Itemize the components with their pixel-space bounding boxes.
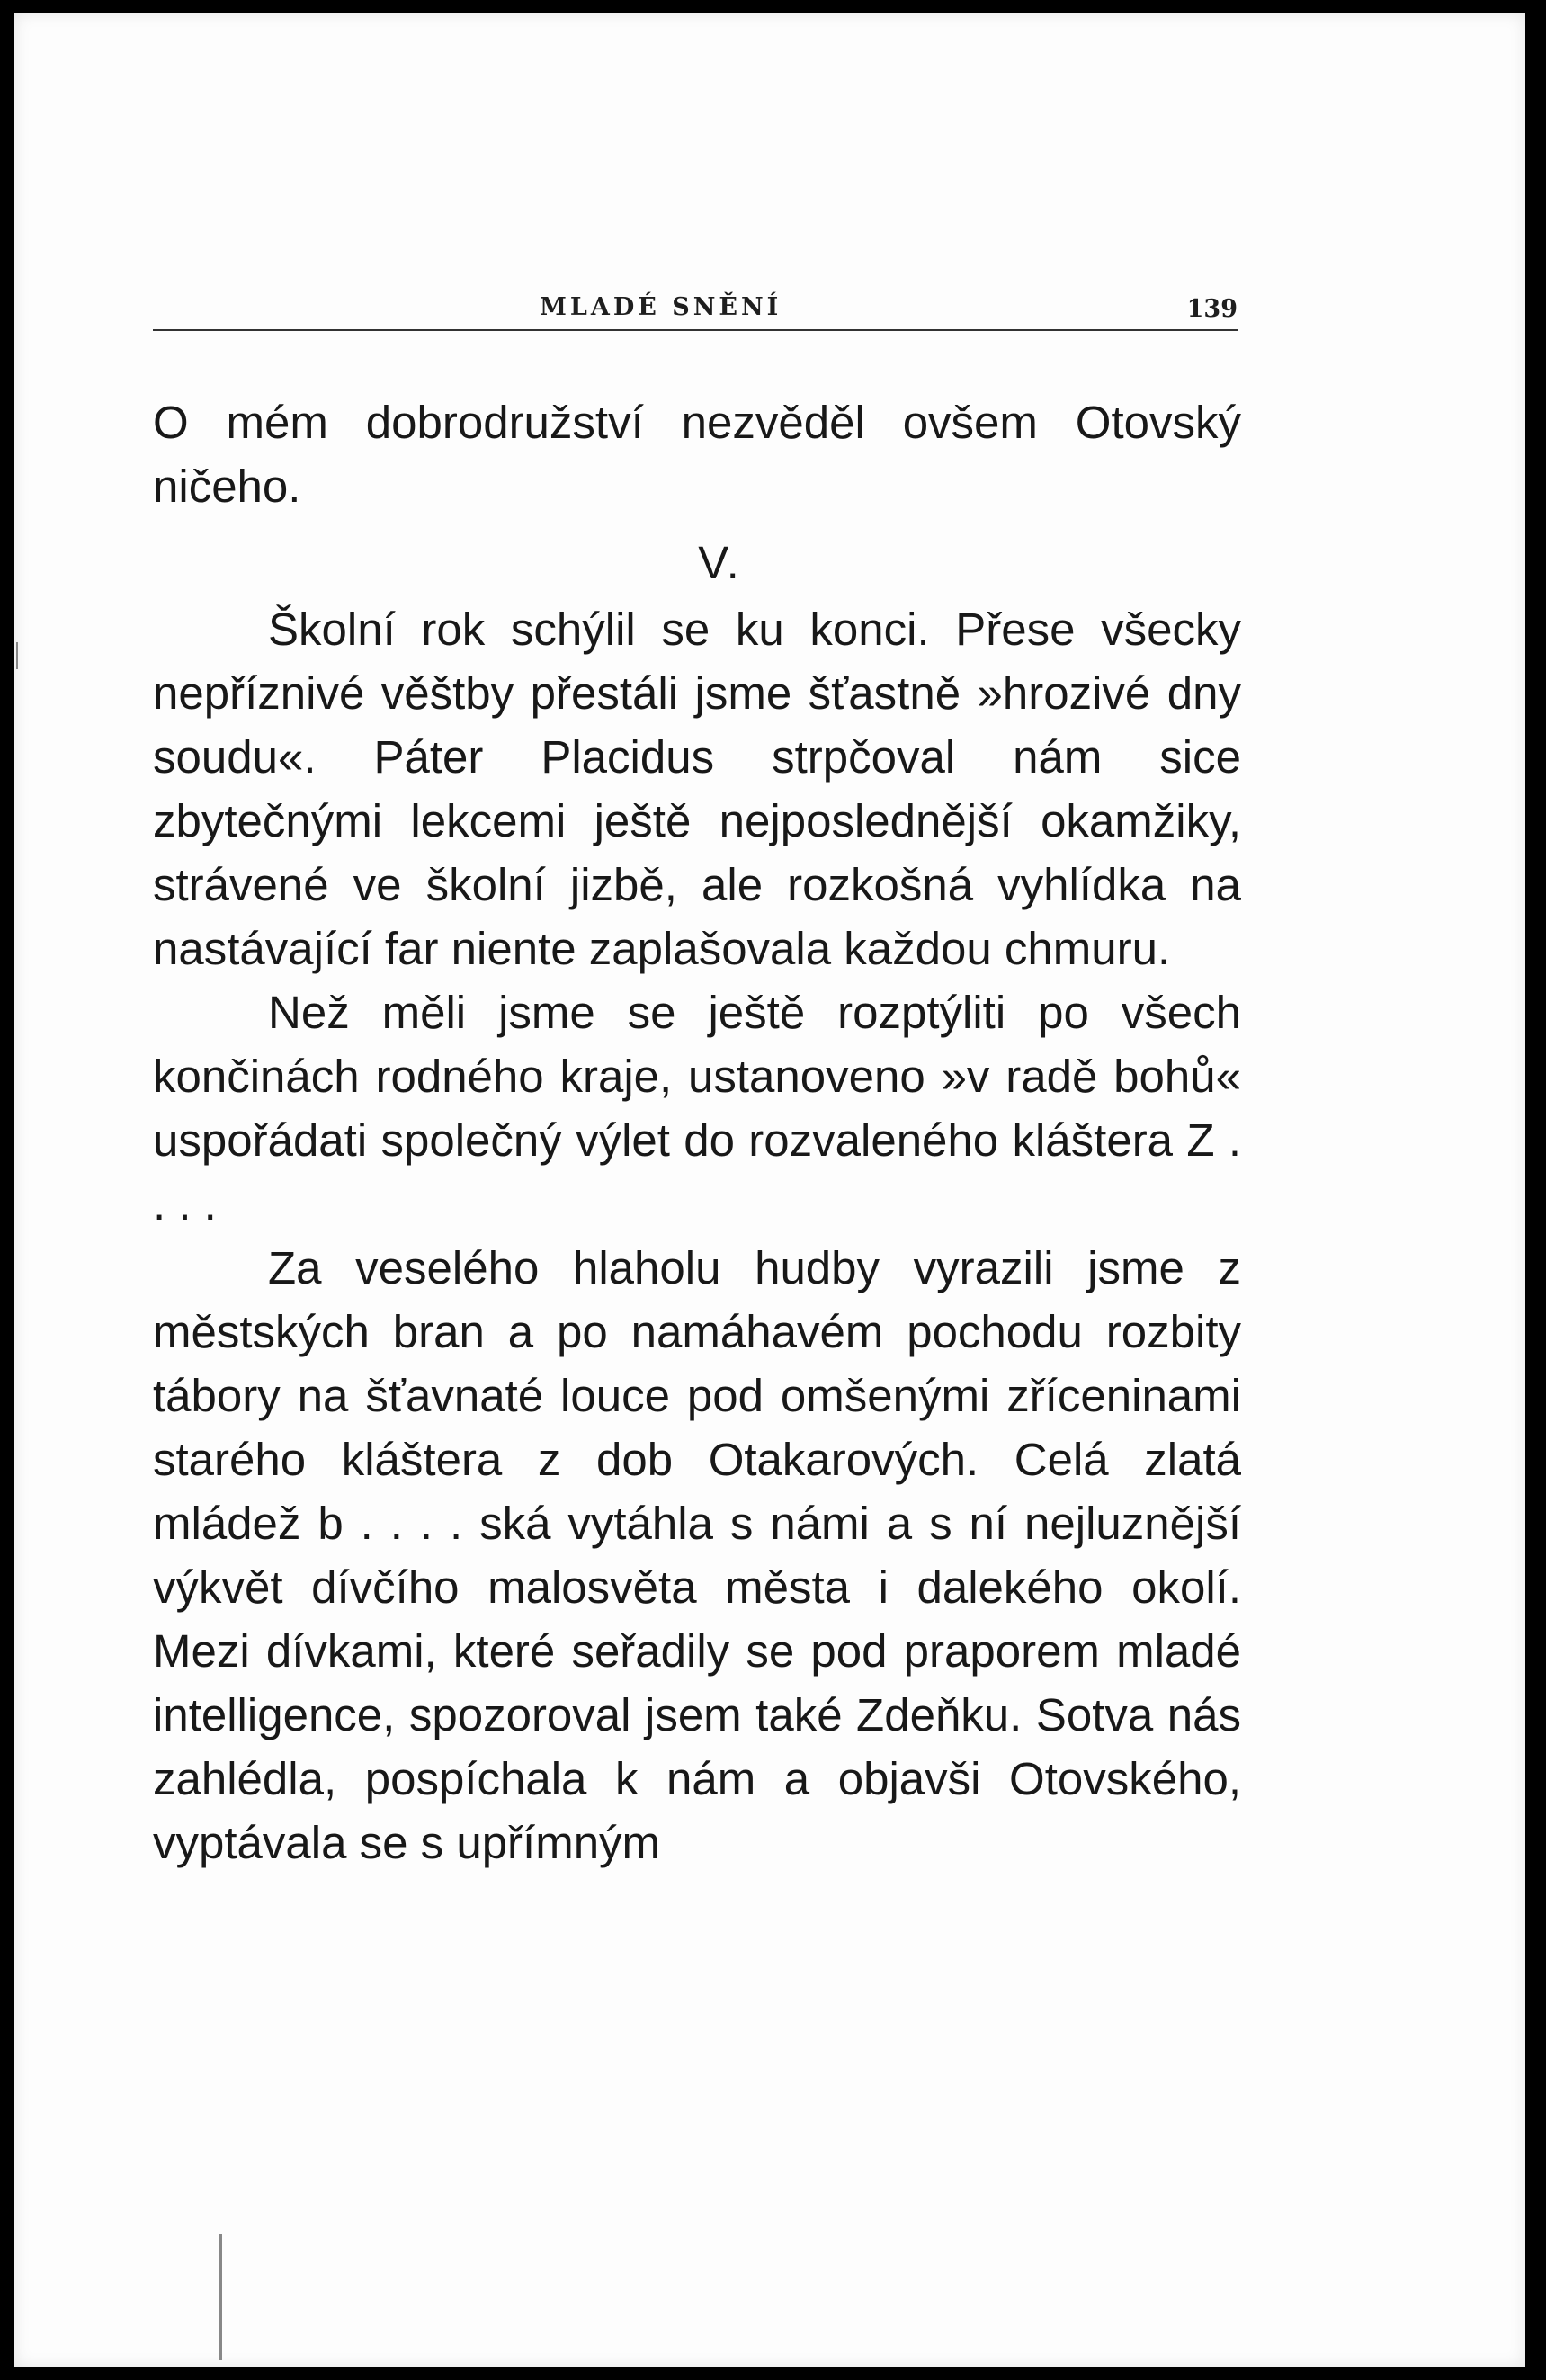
scan-artifact-line [16,642,18,669]
running-title: MLADÉ SNĚNÍ [540,293,782,321]
page-number: 139 [1186,295,1238,323]
paragraph: Školní rok schýlil se ku konci. Přese všecky nepříznivé věštby přestáli jsme šťastně »hrozivé dny soudu«. Páter Placidus strpčoval nám sice zbytečnými lekcemi ještě nejposlednější okamžiky, strávené ve školní jizbě, ale rozkošná vyhlídka na nastávající far niente zaplašovala každou chmuru. [153,604,1241,974]
opening-paragraph: O mém dobrodružství nezvěděl ovšem Otovský ničeho. [153,397,1241,512]
paragraph: Za veselého hlaholu hudby vyrazili jsme z městských bran a po namáhavém pochodu rozbity tábory na šťavnaté louce pod omšenými zříceninami starého kláštera z dob Otakarových. Celá zlatá mládež b . . . . ská vytáhla s námi a s ní nejluznější výkvět dívčího malosvěta města i dalekého okolí. Mezi dívkami, které seřadily se pod praporem mladé intelligence, spozoroval jsem také Zdeňku. Sotva nás zahlédla, pospíchala k nám a objavši Otovského, vyptávala se s upřímným [153,1242,1241,1868]
chapter-heading: V. [698,537,741,588]
paragraph: Než měli jsme se ještě rozptýliti po všech končinách rodného kraje, ustanoveno »v radě bohů« uspořádati společný výlet do rozvaleného kláštera Z . . . . [153,987,1241,1230]
running-header [153,275,1238,331]
book-page [14,13,1525,2367]
scan-artifact-line [219,2234,222,2360]
body-text [153,390,1241,1874]
